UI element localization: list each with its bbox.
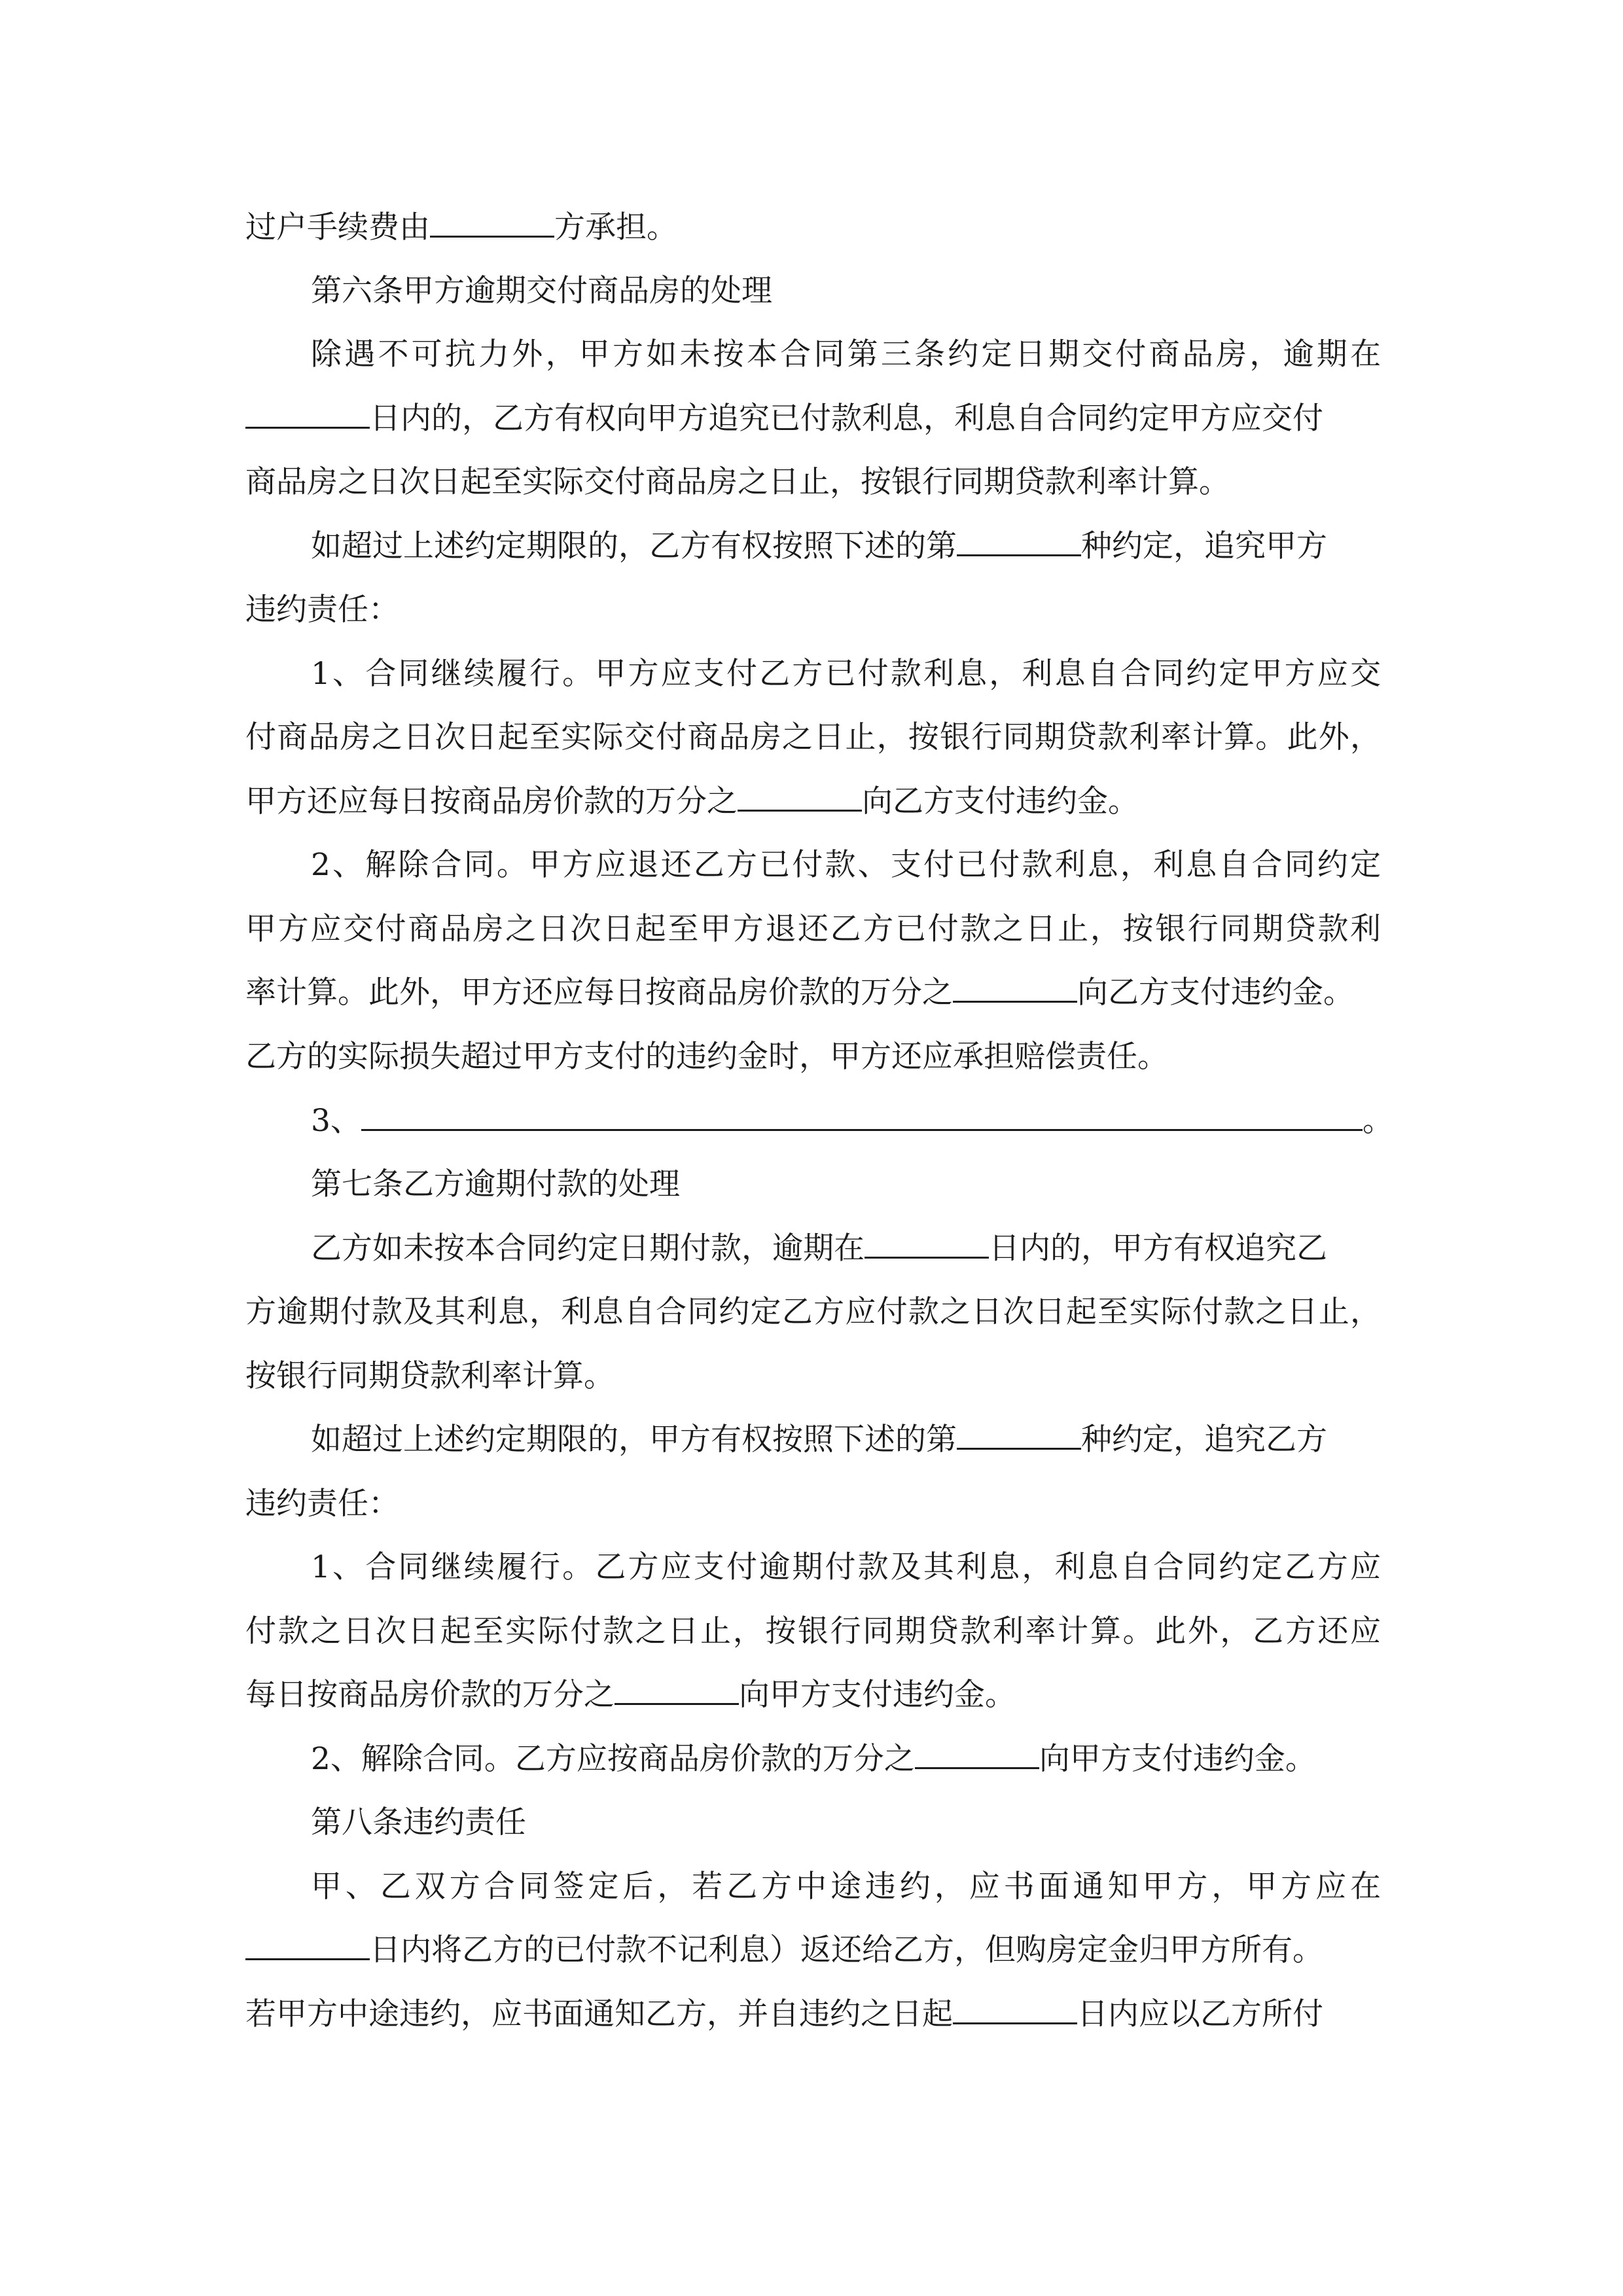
text-line — [245, 1995, 1381, 2034]
text-segment: 向甲方支付违约金。 — [739, 1677, 1016, 1713]
text-line — [245, 1931, 1381, 1970]
text-line: 违约责任： — [245, 1486, 399, 1522]
text-line: 甲方应交付商品房之日次日起至甲方退还乙方已付款之日止，按银行同期贷款利 — [245, 911, 1381, 947]
fill-in-blank — [245, 1931, 370, 1960]
fill-in-blank — [361, 1102, 1363, 1131]
fill-in-blank — [953, 1995, 1077, 2024]
text-line — [311, 1229, 1381, 1268]
text-segment: 方承担。 — [554, 209, 677, 245]
text-segment: 向乙方支付违约金。 — [1077, 975, 1354, 1011]
text-line: 按银行同期贷款利率计算。 — [245, 1358, 615, 1394]
section-heading: 第七条乙方逾期付款的处理 — [311, 1166, 680, 1202]
text-segment: 乙方如未按本合同约定日期付款，逾期在 — [311, 1230, 865, 1266]
text-segment: 种约定，追究乙方 — [1081, 1422, 1327, 1458]
text-segment: 若甲方中途违约，应书面通知乙方，并自违约之日起 — [245, 1996, 953, 2032]
fill-in-blank — [245, 399, 370, 429]
section-heading: 第六条甲方逾期交付商品房的处理 — [311, 273, 772, 309]
text-line: 商品房之日次日起至实际交付商品房之日止，按银行同期贷款利率计算。 — [245, 464, 1230, 500]
text-segment: 向乙方支付违约金。 — [862, 783, 1139, 819]
text-line — [245, 782, 1381, 821]
text-line: 付商品房之日次日起至实际交付商品房之日止，按银行同期贷款利率计算。此外， — [245, 719, 1381, 755]
text-line: 违约责任： — [245, 592, 399, 628]
text-line: 付款之日次日起至实际付款之日止，按银行同期贷款利率计算。此外，乙方还应 — [245, 1613, 1381, 1649]
text-segment: 日内将乙方的已付款不记利息）返还给乙方，但购房定金归甲方所有。 — [370, 1932, 1323, 1968]
section-heading: 第八条违约责任 — [311, 1804, 526, 1840]
text-segment: 率计算。此外，甲方还应每日按商品房价款的万分之 — [245, 975, 953, 1011]
fill-in-blank — [738, 782, 862, 812]
fill-in-blank — [915, 1740, 1039, 1769]
text-segment: 如超过上述约定期限的，乙方有权按照下述的第 — [311, 528, 957, 564]
list-item: 1、合同继续履行。乙方应支付逾期付款及其利息，利息自合同约定乙方应 — [311, 1549, 1381, 1585]
text-segment: 日内的，乙方有权向甲方追究已付款利息，利息自合同约定甲方应交付 — [370, 401, 1323, 437]
text-segment: 。 — [1362, 1103, 1393, 1139]
text-line — [245, 208, 1381, 247]
text-segment: 向甲方支付违约金。 — [1039, 1741, 1316, 1777]
text-segment: 每日按商品房价款的万分之 — [245, 1677, 615, 1713]
text-segment: 3、 — [311, 1103, 361, 1139]
text-line — [245, 1676, 1381, 1715]
text-segment: 日内的，甲方有权追究乙 — [989, 1230, 1327, 1266]
fill-in-blank — [953, 973, 1077, 1003]
list-item — [311, 1102, 1393, 1141]
text-line: 除遇不可抗力外，甲方如未按本合同第三条约定日期交付商品房，逾期在 — [311, 336, 1381, 372]
fill-in-blank — [957, 1420, 1081, 1450]
fill-in-blank — [430, 208, 554, 238]
text-segment: 甲方还应每日按商品房价款的万分之 — [245, 783, 738, 819]
text-segment: 如超过上述约定期限的，甲方有权按照下述的第 — [311, 1422, 957, 1458]
fill-in-blank — [957, 527, 1081, 556]
text-line — [311, 527, 1381, 566]
list-item: 1、合同继续履行。甲方应支付乙方已付款利息，利息自合同约定甲方应交 — [311, 656, 1381, 692]
text-line — [245, 399, 1381, 439]
fill-in-blank — [865, 1229, 989, 1259]
fill-in-blank — [615, 1676, 739, 1705]
text-segment: 过户手续费由 — [245, 209, 430, 245]
text-segment: 2、解除合同。乙方应按商品房价款的万分之 — [311, 1741, 915, 1777]
text-line: 乙方的实际损失超过甲方支付的违约金时，甲方还应承担赔偿责任。 — [245, 1039, 1168, 1075]
text-line — [245, 973, 1381, 1013]
list-item — [311, 1740, 1381, 1779]
text-segment: 种约定，追究甲方 — [1081, 528, 1327, 564]
text-line: 甲、乙双方合同签定后，若乙方中途违约，应书面通知甲方，甲方应在 — [311, 1869, 1381, 1905]
text-line — [311, 1420, 1381, 1460]
text-line: 方逾期付款及其利息，利息自合同约定乙方应付款之日次日起至实际付款之日止， — [245, 1294, 1381, 1330]
text-segment: 日内应以乙方所付 — [1077, 1996, 1323, 2032]
list-item: 2、解除合同。甲方应退还乙方已付款、支付已付款利息，利息自合同约定 — [311, 847, 1381, 883]
